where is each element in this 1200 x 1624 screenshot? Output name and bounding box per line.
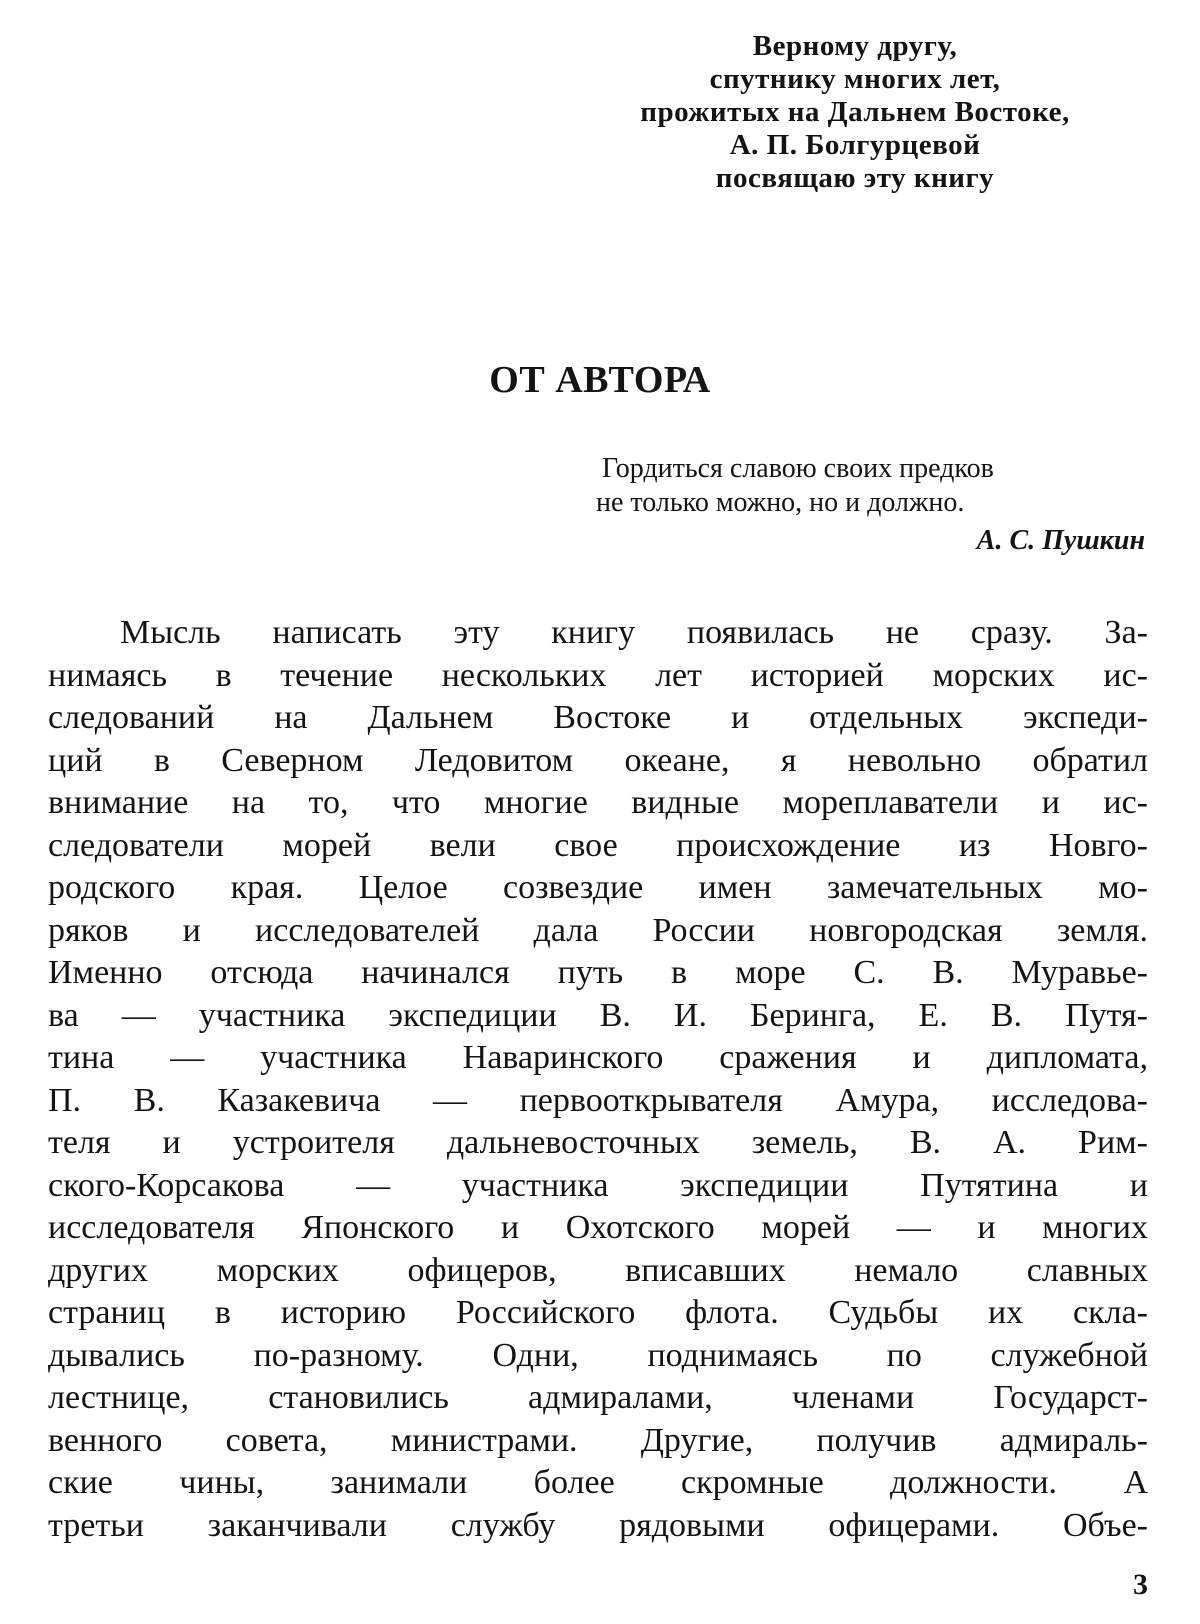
body-line: следователи морей вели свое происхождение из Новго-: [48, 826, 1148, 864]
body-line: нимаясь в течение нескольких лет историей морских ис-: [48, 656, 1148, 694]
dedication-line: прожитых на Дальнем Востоке,: [640, 96, 1070, 128]
body-line: венного совета, министрами. Другие, получив адмираль-: [48, 1421, 1148, 1459]
body-line: родского края. Целое созвездие имен замечательных мо-: [48, 869, 1148, 906]
body-line: Именно отсюда начинался путь в море С. В. Муравье-: [48, 954, 1148, 991]
body-line: следований на Дальнем Востоке и отдельных экспеди-: [48, 699, 1148, 736]
epigraph: [560, 452, 1145, 558]
body-line: третьи заканчивали службу рядовыми офицерами. Объе-: [48, 1506, 1148, 1544]
body-line: теля и устроителя дальневосточных земель, В. А. Рим-: [48, 1124, 1148, 1161]
body-text: [48, 612, 1148, 1547]
body-line: лестнице, становились адмиралами, членами Государст-: [48, 1379, 1148, 1416]
body-line: ского-Корсакова — участника экспедиции Путятина и: [48, 1166, 1148, 1204]
body-line: страниц в историю Российского флота. Судьбы их скла-: [48, 1294, 1148, 1331]
dedication: [560, 30, 1150, 195]
body-line: Мысль написать эту книгу появилась не сразу. За-: [120, 614, 1148, 651]
body-line: ций в Северном Ледовитом океане, я невольно обратил: [48, 741, 1148, 779]
body-line: внимание на то, что многие видные мореплаватели и ис-: [48, 784, 1148, 821]
epigraph-author: А. С. Пушкин: [976, 525, 1145, 556]
dedication-line: спутнику многих лет,: [709, 63, 1001, 95]
body-line: П. В. Казакевича — первооткрывателя Амура, исследова-: [48, 1081, 1148, 1119]
dedication-line: А. П. Болгурцевой: [729, 129, 981, 161]
epigraph-line: Гордиться славою своих предков: [602, 453, 994, 484]
body-line: тина — участника Наваринского сражения и дипломата,: [48, 1039, 1148, 1076]
body-line: ские чины, занимали более скромные должности. А: [48, 1464, 1148, 1501]
body-line: других морских офицеров, вписавших немало славных: [48, 1251, 1148, 1289]
body-line: исследователя Японского и Охотского морей — и многих: [48, 1209, 1148, 1246]
body-line: ряков и исследователей дала России новгородская земля.: [48, 911, 1148, 949]
chapter-title: ОТ АВТОРА: [489, 359, 711, 401]
epigraph-line: не только можно, но и должно.: [596, 487, 965, 518]
body-line: ва — участника экспедиции В. И. Беринга, Е. В. Путя-: [48, 996, 1148, 1034]
page-number: 3: [1133, 1568, 1148, 1601]
dedication-line: посвящаю эту книгу: [715, 162, 995, 194]
dedication-line: Верному другу,: [752, 30, 958, 62]
body-line: дывались по-разному. Одни, поднимаясь по служебной: [48, 1336, 1148, 1374]
